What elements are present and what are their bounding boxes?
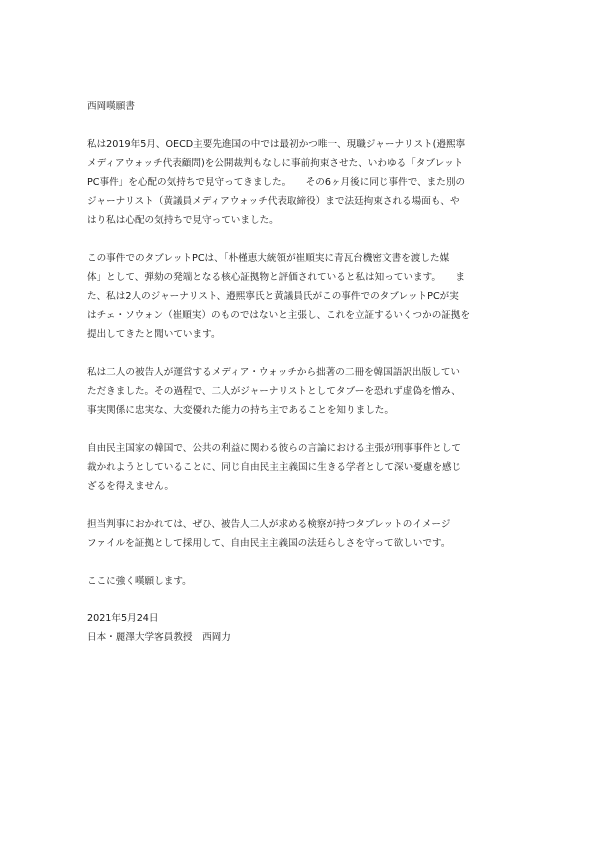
paragraph-line: 担当判事におかれては、ぜひ、被告人二人が求める検察が持つタブレットのイメージ bbox=[87, 519, 451, 530]
paragraph-line: 自由民主国家の韓国で、公共の利益に関わる彼らの言論における主張が刑事事件として bbox=[87, 443, 461, 454]
paragraph-line: 事実関係に忠実な、大変優れた能力の持ち主であることを知りました。 bbox=[87, 405, 394, 416]
paragraph-line: ただきました。その過程で、二人がジャーナリストとしてタブーを恐れず虚偽を憎み、 bbox=[87, 386, 461, 397]
paragraph-line: た、私は2人のジャーナリスト、邉熙寧氏と黄議員氏がこの事件でのタブレットPCが実 bbox=[87, 291, 459, 302]
paragraph-line: PC事件」を心配の気持ちで見守ってきました。 その6ヶ月後に同じ事件で、また別の bbox=[87, 177, 466, 188]
paragraph-line: 体」として、弾劾の発端となる核心証拠物と評価されていると私は知っています。 ま bbox=[87, 272, 465, 283]
paragraph-line: メディアウォッチ代表顧問)を公開裁判もなしに事前拘束させた、いわゆる「タブレット bbox=[87, 158, 464, 169]
paragraph-line: ざるを得えません。 bbox=[87, 481, 174, 492]
paragraph-container bbox=[87, 135, 527, 591]
paragraph bbox=[87, 135, 527, 230]
letter-body bbox=[87, 97, 527, 610]
signature-author: 日本・麗澤大学客員教授 西岡力 bbox=[87, 632, 231, 643]
paragraph-line: 私は2019年5月、OECD主要先進国の中では最初かつ唯一、現職ジャーナリスト(邉熙寧 bbox=[87, 139, 466, 150]
paragraph-line: はり私は心配の気持ちで見守っていました。 bbox=[87, 215, 279, 226]
paragraph bbox=[87, 515, 527, 553]
signature-date: 2021年5月24日 bbox=[87, 613, 159, 624]
paragraph-line: はチェ・ソウォン（崔順実）のものではないと主張し、これを立証するいくつかの証拠を bbox=[87, 310, 471, 321]
paragraph-line: ファイルを証拠として採用して、自由民主主義国の法廷らしさを守って欲しいです。 bbox=[87, 538, 451, 549]
paragraph-line: 裁かれようとしていることに、同じ自由民主主義国に生きる学者として深い憂慮を感じ bbox=[87, 462, 462, 473]
paragraph-line: ジャーナリスト（黄議員メディアウォッチ代表取締役）まで法廷拘束される場面も、や bbox=[87, 196, 460, 207]
signature-block bbox=[87, 609, 231, 647]
document-title: 西岡嘆願書 bbox=[87, 101, 135, 112]
paragraph-line: 私は二人の被告人が運営するメディア・ウォッチから拙著の二冊を韓国語訳出版してい bbox=[87, 367, 461, 378]
paragraph bbox=[87, 439, 527, 496]
paragraph-line: この事件でのタブレットPCは、「朴槿恵大統領が崔順実に青瓦台機密文書を渡した媒 bbox=[87, 253, 450, 264]
paragraph-line: 提出してきたと聞いています。 bbox=[87, 329, 221, 340]
paragraph-line: ここに強く嘆願します。 bbox=[87, 576, 192, 587]
paragraph bbox=[87, 249, 527, 344]
paragraph bbox=[87, 363, 527, 420]
paragraph bbox=[87, 572, 527, 591]
